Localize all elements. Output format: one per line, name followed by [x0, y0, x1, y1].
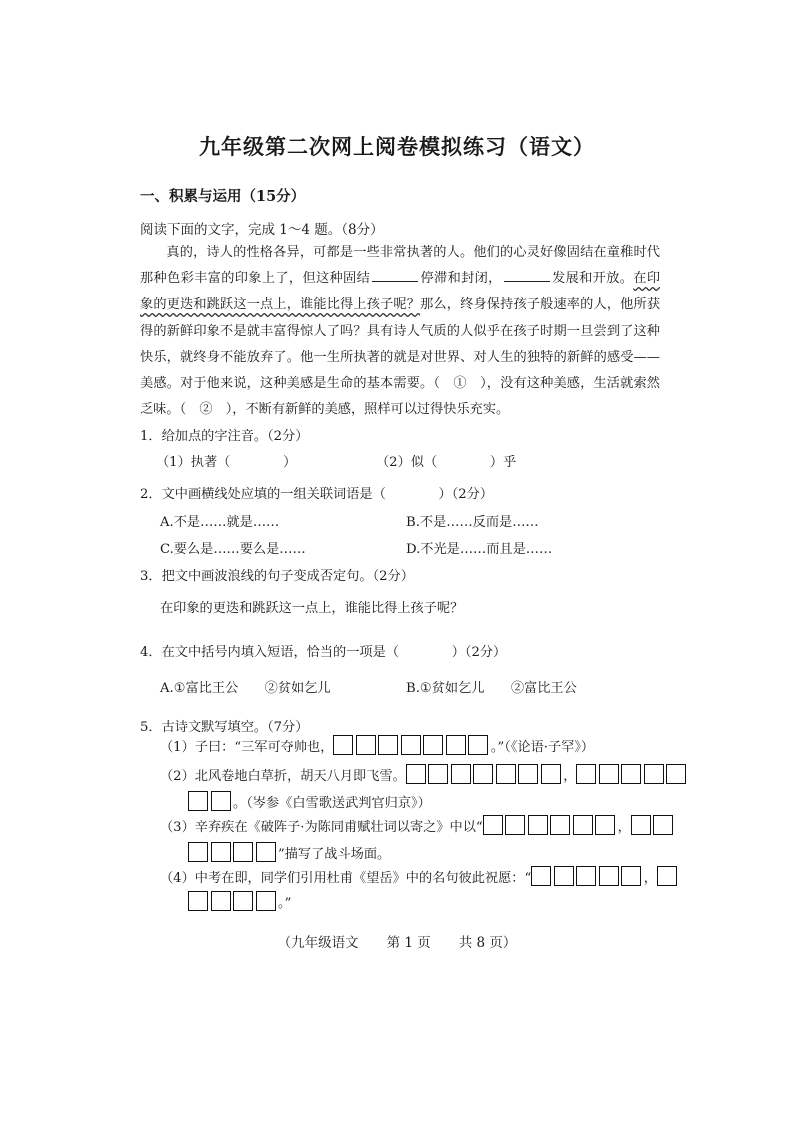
question-2-option-d[interactable]: D.不光是……而且是…… [406, 542, 553, 557]
answer-box[interactable] [496, 764, 516, 784]
question-2-option-b[interactable]: B.不是……反而是…… [406, 515, 539, 530]
answer-box[interactable] [573, 815, 593, 835]
footer-grade: （九年级语文 [277, 935, 359, 951]
poem-line-2-comma: ， [563, 768, 577, 784]
answer-box[interactable] [428, 764, 448, 784]
poem-line-1-source: 。”（《论语·子罕》） [490, 739, 595, 755]
answer-box[interactable] [599, 866, 619, 886]
answer-box[interactable] [233, 842, 253, 862]
answer-box[interactable] [188, 891, 208, 911]
answer-box[interactable] [406, 764, 426, 784]
passage-text-4: 那么，终身保持孩子般速率的人，他所获得的新鲜印象不是就丰富得惊人了吗？具有诗人气质的人似乎在孩子时期一旦尝到了这种快乐，就终身不能放弃了。他一生所执著的就是对世界、对人生的独特的新鲜的感受——美感。对于他来说，这种美感是生命的基本需要。（ ① ），没有这种美感，生活就索然乏味。（ ② ），不断有新鲜的美感，照样可以过得快乐充实。 [140, 297, 661, 418]
answer-box[interactable] [505, 815, 525, 835]
fill-blank-2[interactable] [504, 269, 550, 282]
answer-box[interactable] [554, 866, 574, 886]
poem-line-3-text: （3）辛弃疾在《破阵子·为陈同甫赋壮词以寄之》中以“ [160, 819, 483, 835]
poem-line-2-cont [188, 791, 431, 811]
question-2-option-c[interactable]: C.要么是……要么是…… [160, 542, 306, 557]
answer-box[interactable] [256, 842, 276, 862]
page-footer [0, 931, 794, 951]
section-heading: 一、积累与运用（15分） [140, 188, 306, 205]
answer-box[interactable] [211, 791, 231, 811]
answer-box[interactable] [531, 866, 551, 886]
poem-line-4-comma: ， [643, 870, 657, 886]
question-2-option-a[interactable]: A.不是……就是…… [160, 515, 280, 530]
answer-box[interactable] [621, 866, 641, 886]
answer-box[interactable] [541, 764, 561, 784]
answer-box[interactable] [423, 735, 443, 755]
question-1-part-b: （2）似（ ）乎 [376, 455, 517, 470]
passage-text-3: 发展和开放。 [551, 271, 634, 287]
page-title: 九年级第二次网上阅卷模拟练习（语文） [199, 134, 595, 159]
answer-box[interactable] [666, 764, 686, 784]
answer-box[interactable] [211, 891, 231, 911]
poem-line-3-tail: ”描写了战斗场面。 [278, 846, 391, 862]
answer-box[interactable] [599, 764, 619, 784]
poem-line-3-cont [188, 842, 390, 862]
answer-box[interactable] [468, 735, 488, 755]
poem-line-4-text: （4）中考在即，同学们引用杜甫《望岳》中的名句彼此祝愿：“ [160, 870, 532, 886]
answer-box[interactable] [356, 735, 376, 755]
answer-box[interactable] [644, 764, 664, 784]
answer-box[interactable] [188, 842, 208, 862]
answer-box[interactable] [621, 764, 641, 784]
question-3-sentence: 在印象的更迭和跳跃这一点上，谁能比得上孩子呢？ [160, 601, 464, 616]
answer-box[interactable] [653, 815, 673, 835]
poem-line-3-comma: ， [617, 819, 631, 835]
answer-box[interactable] [483, 815, 503, 835]
poem-line-1-text: （1）子曰：“三军可夺帅也， [160, 739, 334, 755]
question-5-stem: 5．古诗文默写填空。（7分） [140, 720, 309, 735]
passage-text-1: 真的，诗人的性格各异，可都是一些非常执著的人。他们的心灵好像固结在童稚时代那种色彩丰富的印象上了，但这种固结 [140, 245, 660, 287]
question-2-stem: 2．文中画横线处应填的一组关联词语是（ ）（2分） [140, 487, 494, 502]
question-3-stem: 3．把文中画波浪线的句子变成否定句。（2分） [140, 569, 414, 584]
passage-text-2: 停滞和封闭， [420, 271, 502, 287]
answer-box[interactable] [576, 866, 596, 886]
poem-line-4-tail: 。” [278, 895, 292, 911]
poem-line-2-source: 。（岑参《白雪歌送武判官归京》） [233, 795, 431, 811]
answer-box[interactable] [188, 791, 208, 811]
answer-box[interactable] [550, 815, 570, 835]
answer-box[interactable] [528, 815, 548, 835]
reading-intro: 阅读下面的文字，完成 1～4 题。（8分） [140, 222, 384, 238]
poem-line-2 [160, 764, 689, 784]
answer-box[interactable] [473, 764, 493, 784]
answer-box[interactable] [576, 764, 596, 784]
wavy-underlined-sentence: 在印象的更迭和跳跃这一点上，谁能比得上孩子呢？ [140, 271, 661, 313]
question-1-part-a: （1）执著（ ） [156, 455, 297, 470]
answer-box[interactable] [595, 815, 615, 835]
answer-box[interactable] [451, 764, 471, 784]
reading-passage [140, 240, 660, 423]
poem-line-4-cont [188, 891, 291, 911]
answer-box[interactable] [333, 735, 353, 755]
question-1-stem: 1．给加点的字注音。（2分） [140, 429, 309, 444]
question-4-option-b[interactable]: B.①贫如乞儿 ②富比王公 [406, 681, 577, 696]
answer-box[interactable] [518, 764, 538, 784]
footer-page-number: 第 1 页 [386, 935, 431, 951]
answer-box[interactable] [211, 842, 231, 862]
fill-blank-1[interactable] [372, 269, 418, 282]
question-4-stem: 4．在文中括号内填入短语，恰当的一项是（ ）（2分） [140, 645, 507, 660]
poem-line-3 [160, 815, 676, 835]
answer-box[interactable] [233, 891, 253, 911]
answer-box[interactable] [631, 815, 651, 835]
answer-box[interactable] [256, 891, 276, 911]
passage-paragraph [140, 240, 660, 423]
answer-box[interactable] [657, 866, 677, 886]
answer-box[interactable] [401, 735, 421, 755]
answer-box[interactable] [378, 735, 398, 755]
answer-box[interactable] [446, 735, 466, 755]
poem-line-1 [160, 735, 594, 755]
poem-line-4 [160, 866, 679, 886]
question-4-option-a[interactable]: A.①富比王公 ②贫如乞儿 [160, 681, 331, 696]
poem-line-2-text: （2）北风卷地白草折，胡天八月即飞雪。 [160, 768, 406, 784]
footer-total-pages: 共 8 页） [458, 935, 517, 951]
